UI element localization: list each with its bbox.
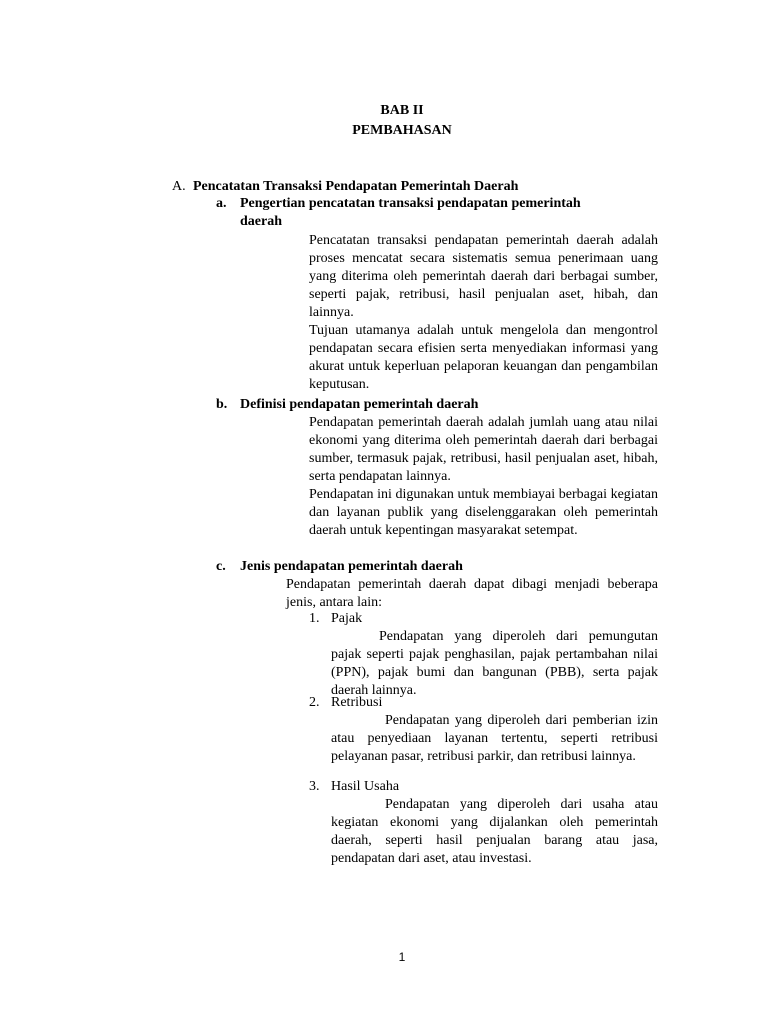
sub-a-title-line2: daerah <box>240 214 282 229</box>
list-item-1-number: 1. <box>309 611 320 626</box>
list-item-3-name: Hasil Usaha <box>331 779 400 794</box>
sub-b-heading <box>216 396 478 414</box>
sub-a-paragraph-1: Pencatatan transaksi pendapatan pemerintah daerah adalah proses mencatat secara sistematis semua penerimaan uang yang diterima oleh pemerintah daerah dari berbagai sumber, seperti pajak, retribusi, hasil penjualan aset, hibah, dan lainnya. <box>309 233 658 320</box>
section-a-heading <box>172 178 518 196</box>
sub-b-paragraph-2: Pendapatan ini digunakan untuk membiayai berbagai kegiatan dan layanan publik yang diselenggarakan oleh pemerintah daerah untuk kepentingan masyarakat setempat. <box>309 487 658 538</box>
sub-b-title: Definisi pendapatan pemerintah daerah <box>240 397 479 412</box>
page-number: 1 <box>398 950 406 964</box>
sub-c-intro: Pendapatan pemerintah daerah dapat dibagi menjadi beberapa jenis, antara lain: <box>286 577 658 610</box>
list-item-1-name: Pajak <box>331 611 363 626</box>
list-item-3-description: Pendapatan yang diperoleh dari usaha atau kegiatan ekonomi yang dijalankan oleh pemerintah daerah, seperti hasil penjualan barang atau jasa, pendapatan dari aset, atau investasi. <box>331 797 658 866</box>
list-item-2-name: Retribusi <box>331 695 383 710</box>
list-item-2-number: 2. <box>309 695 320 710</box>
sub-c-heading <box>216 558 463 576</box>
list-item-3-heading <box>309 778 399 796</box>
sub-c-title: Jenis pendapatan pemerintah daerah <box>240 559 463 574</box>
section-a-title: Pencatatan Transaksi Pendapatan Pemerintah Daerah <box>193 179 519 194</box>
section-a-label: A. <box>172 179 186 194</box>
sub-b-label: b. <box>216 397 228 412</box>
list-item-1-heading <box>309 610 362 628</box>
list-item-1-description: Pendapatan yang diperoleh dari pemungutan pajak seperti pajak penghasilan, pajak pertambahan nilai (PPN), pajak bumi dan bangunan (PBB), serta pajak daerah lainnya. <box>331 629 658 698</box>
list-item-2-heading <box>309 694 382 712</box>
sub-a-title-line1: Pengertian pencatatan transaksi pendapatan pemerintah <box>240 196 581 211</box>
sub-a-paragraph-2: Tujuan utamanya adalah untuk mengelola dan mengontrol pendapatan secara efisien serta menyediakan informasi yang akurat untuk keperluan pelaporan keuangan dan pengambilan keputusan. <box>309 323 658 392</box>
list-item-3-number: 3. <box>309 779 320 794</box>
page-title: PEMBAHASAN <box>352 123 452 138</box>
sub-c-label: c. <box>216 559 226 574</box>
sub-b-paragraph-1: Pendapatan pemerintah daerah adalah jumlah uang atau nilai ekonomi yang diterima oleh pemerintah daerah dari berbagai sumber, termasuk pajak, retribusi, hasil penjualan aset, hibah, serta pendapatan lainnya. <box>309 415 658 484</box>
sub-a-label: a. <box>216 196 227 211</box>
chapter-heading: BAB II <box>380 103 424 118</box>
sub-a-heading <box>216 195 581 213</box>
list-item-2-description: Pendapatan yang diperoleh dari pemberian izin atau penyediaan layanan tertentu, seperti retribusi pelayanan pasar, retribusi parkir, dan retribusi lainnya. <box>331 713 658 764</box>
